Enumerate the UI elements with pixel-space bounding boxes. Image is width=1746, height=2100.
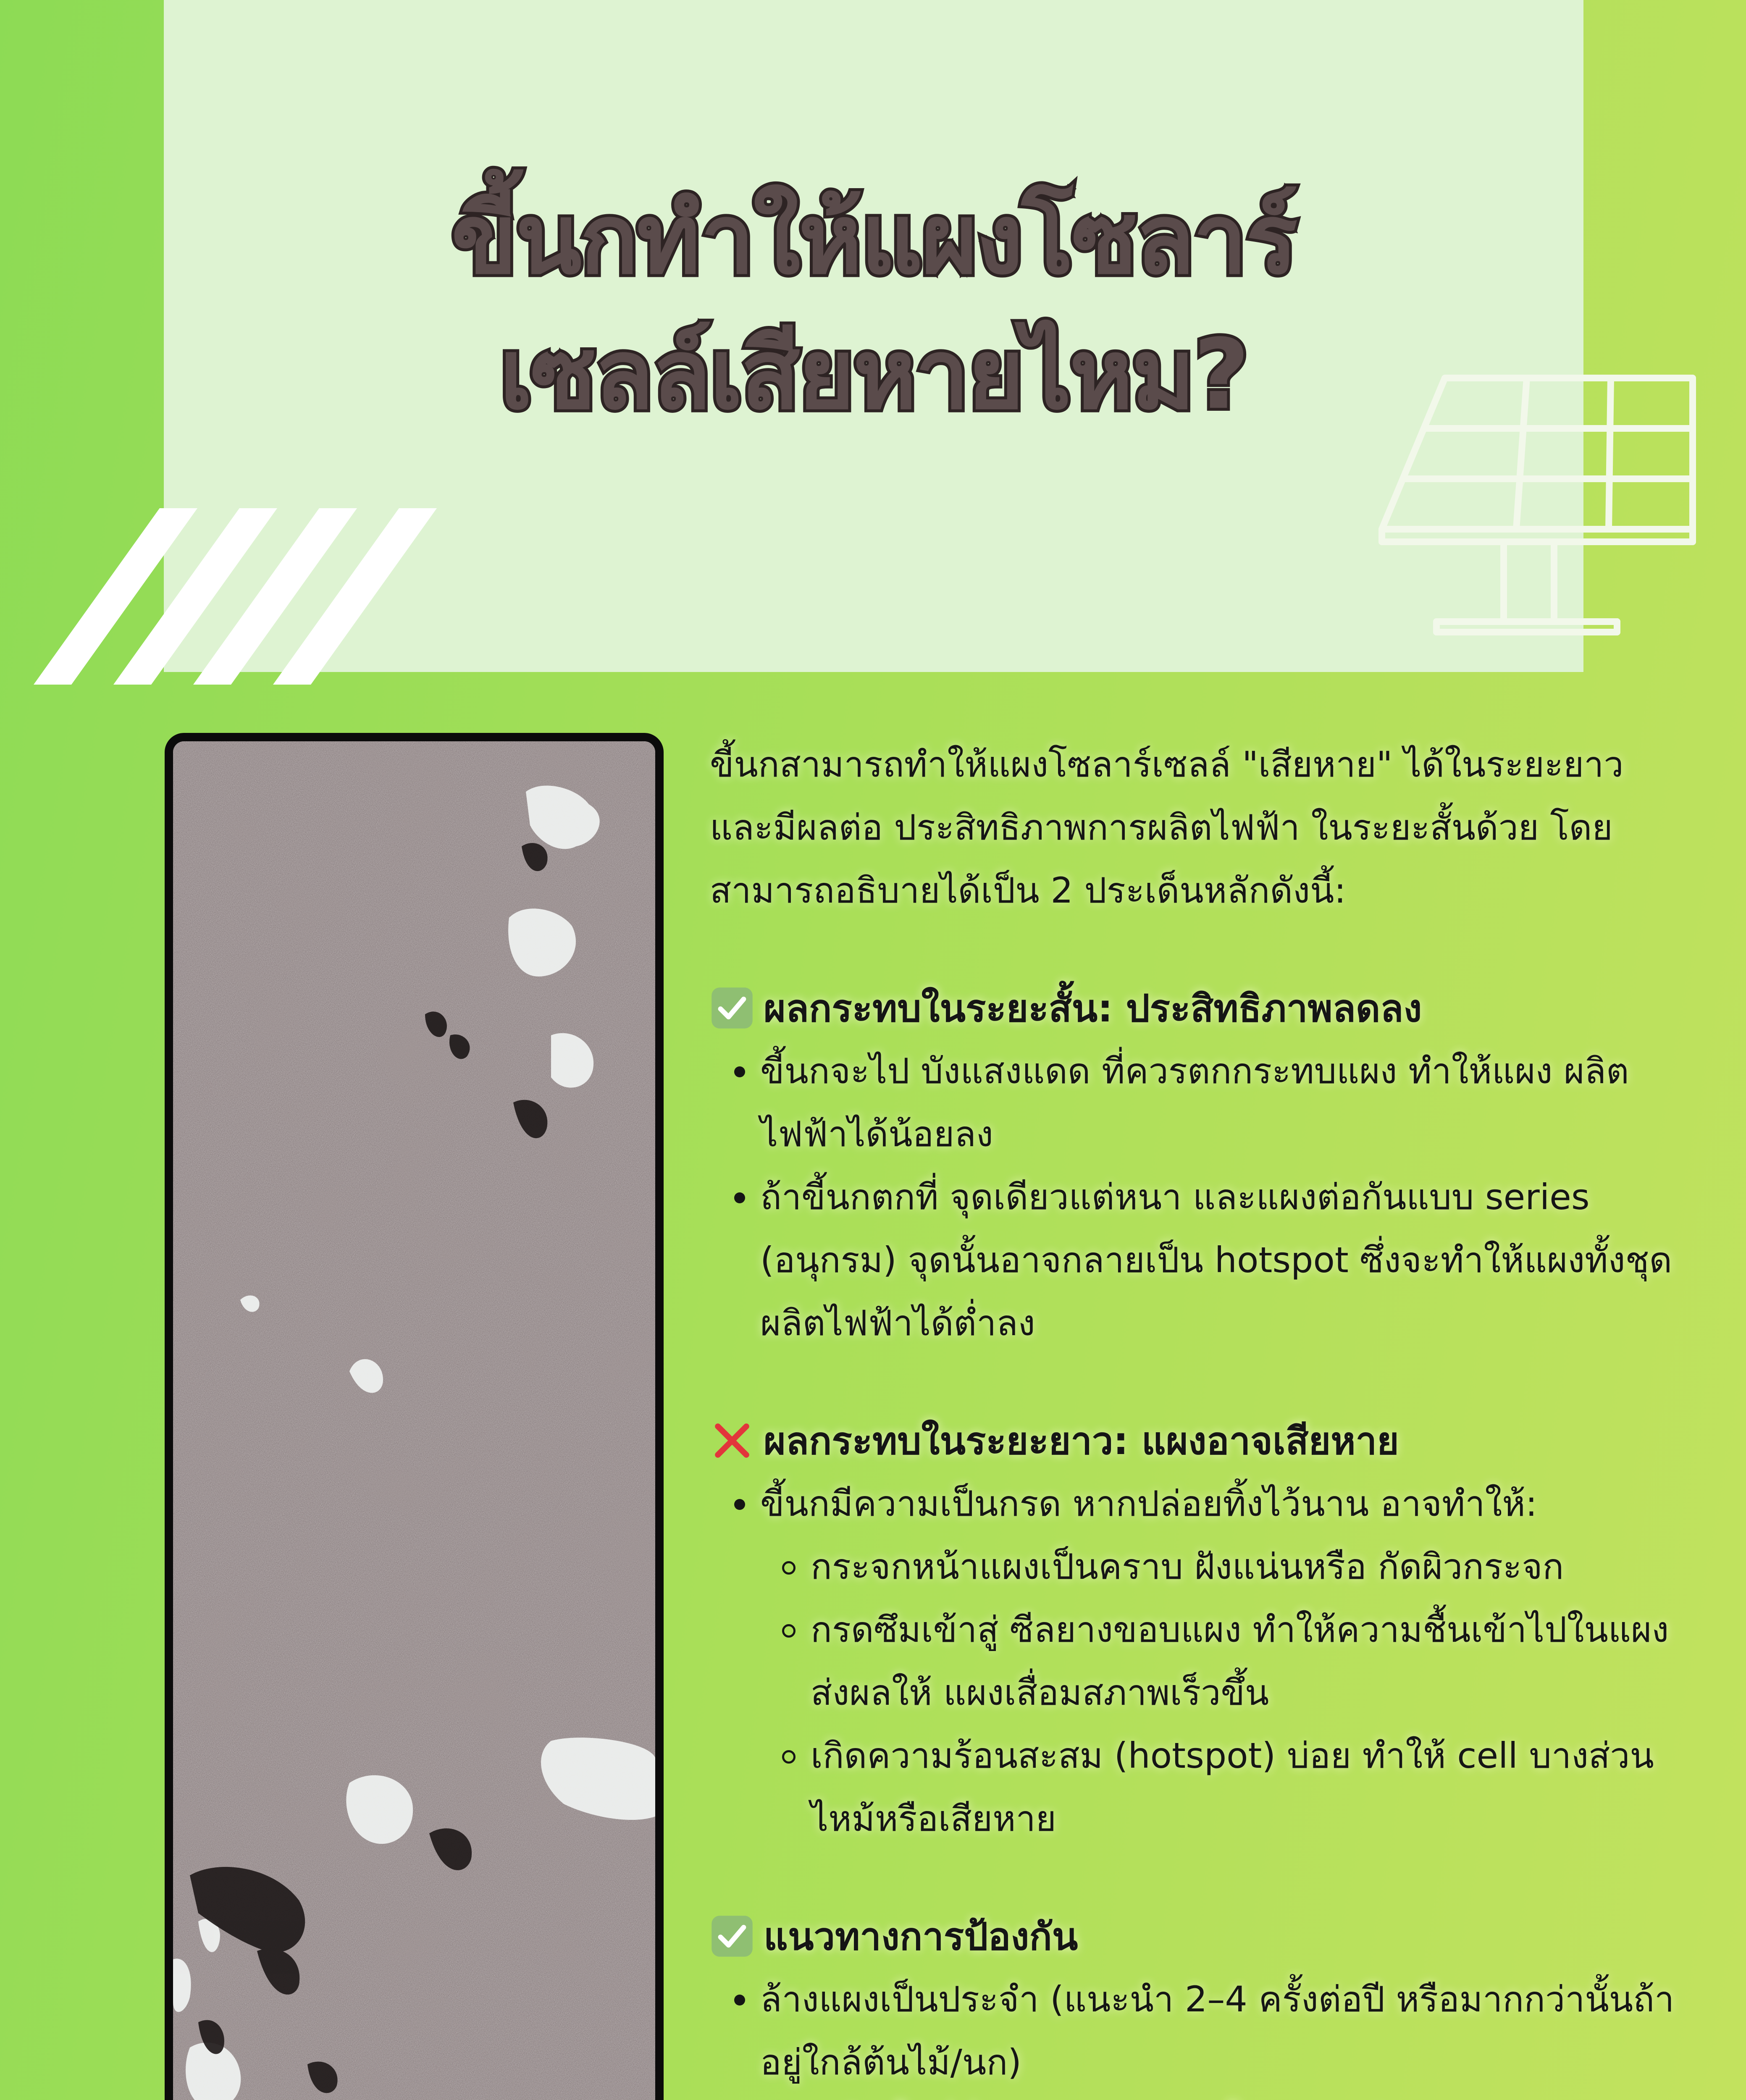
section-title: แนวทางการป้องกัน <box>764 1906 1078 1966</box>
list-item: ล้างแผงเป็นประจำ (แนะนำ 2–4 ครั้งต่อปี หรือมากกว่านั้นถ้าอยู่ใกล้ต้นไม้/นก) <box>760 1968 1684 2094</box>
list-item: ถ้าขี้นกตกที่ จุดเดียวแต่หนา และแผงต่อกันแบบ series (อนุกรม) จุดนั้นอาจกลายเป็น hotspot ซึ่งจะทำให้แผงทั้งชุดผลิตไฟฟ้าได้ต่ำลง <box>760 1166 1684 1354</box>
sub-list-item: กระจกหน้าแผงเป็นคราบ ฝังแน่นหรือ กัดผิวกระจก <box>811 1535 1684 1598</box>
section-title: ผลกระทบในระยะสั้น: ประสิทธิภาพลดลง <box>764 978 1422 1038</box>
list-item: ขี้นกจะไป บังแสงแดด ที่ควรตกกระทบแผง ทำให้แผง ผลิตไฟฟ้าได้น้อยลง <box>760 1040 1684 1166</box>
sub-list-item: กรดซึมเข้าสู่ ซีลยางขอบแผง ทำให้ความชื้นเข้าไปในแผง ส่งผลให้ แผงเสื่อมสภาพเร็วขึ้น <box>811 1598 1684 1724</box>
sub-list-item: เกิดความร้อนสะสม (hotspot) บ่อย ทำให้ cell บางส่วนไหม้หรือเสียหาย <box>811 1724 1684 1850</box>
intro-paragraph: ขี้นกสามารถทำให้แผงโซลาร์เซลล์ "เสียหาย" ได้ในระยะยาว และมีผลต่อ ประสิทธิภาพการผลิตไฟฟ้า ในระยะสั้นด้วย โดยสามารถอธิบายได้เป็น 2 ประเด็นหลักดังนี้: <box>710 733 1684 922</box>
title-line-1: ขี้นกทำให้แผงโซลาร์ <box>164 172 1583 307</box>
section-title: ผลกระทบในระยะยาว: แผงอาจเสียหาย <box>764 1411 1399 1471</box>
list-item-text: ขี้นกมีความเป็นกรด หากปล่อยทิ้งไว้นาน อาจทำให้: <box>760 1483 1537 1524</box>
title-line-2: เซลล์เสียหายไหม? <box>164 307 1583 443</box>
